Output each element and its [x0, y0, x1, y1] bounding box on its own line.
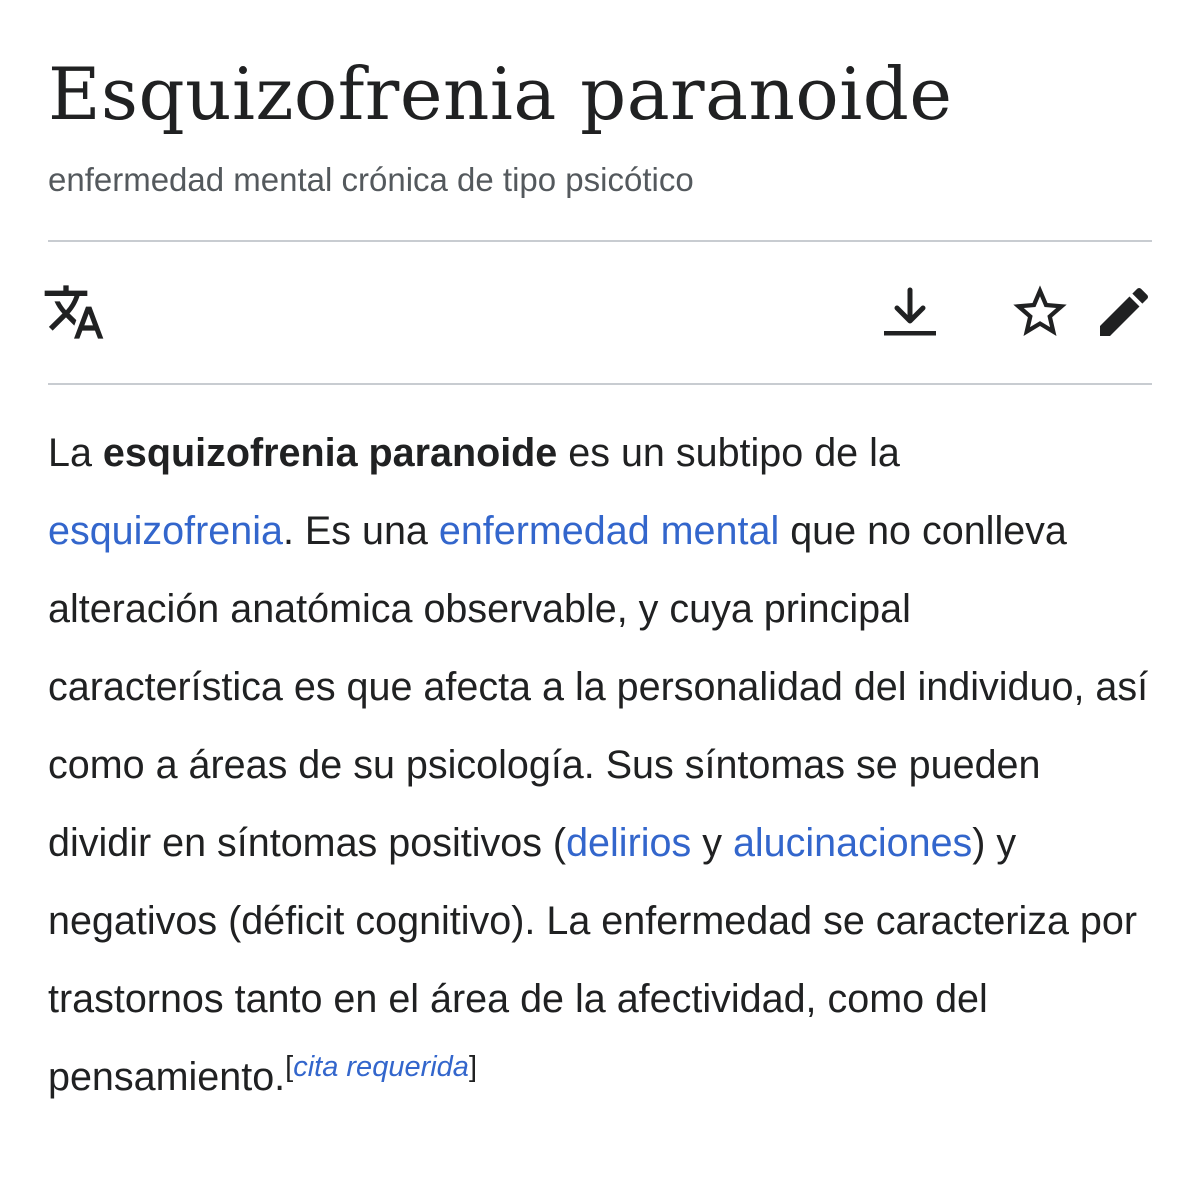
paragraph-text: ) y negativos (déficit cognitivo). La enfermedad se caracteriza por trastornos tanto en el área de la afectividad, como del pensamiento. [48, 821, 1138, 1099]
download-button[interactable] [878, 280, 942, 344]
paragraph-text: que no conlleva alteración anatómica observable, y cuya principal característica es que afecta a la personalidad del individuo, así como a áreas de su psicología. Sus síntomas se pueden dividir en síntomas positivos ( [48, 509, 1149, 865]
lead-paragraph [48, 414, 1152, 1116]
star-icon [1008, 280, 1072, 344]
link-alucinaciones[interactable]: alucinaciones [732, 821, 973, 865]
page-actions-toolbar [48, 242, 1152, 383]
paragraph-text: es un subtipo de la [557, 431, 900, 475]
article-body [48, 414, 1152, 1116]
language-translate-icon [42, 280, 106, 344]
link-esquizofrenia[interactable]: esquizofrenia [48, 509, 283, 553]
bold-term: esquizofrenia paranoide [102, 431, 558, 475]
paragraph-text: La [48, 431, 103, 475]
download-icon [878, 280, 942, 344]
pencil-icon [1092, 280, 1156, 344]
citation-needed [285, 1051, 477, 1083]
page-title: Esquizofrenia paranoide [48, 52, 953, 136]
page-description: enfermedad mental crónica de tipo psicótico [48, 161, 694, 198]
edit-button[interactable] [1092, 280, 1156, 344]
toolbar-bottom-divider [48, 383, 1152, 385]
link-delirios[interactable]: delirios [566, 821, 692, 865]
cite-bracket-open: [ [285, 1051, 294, 1083]
language-button[interactable] [42, 280, 106, 344]
paragraph-text: . Es una [282, 509, 439, 553]
citation-needed-link[interactable]: cita requerida [293, 1051, 469, 1083]
paragraph-text: y [691, 821, 733, 865]
link-enfermedad-mental[interactable]: enfermedad mental [438, 509, 780, 553]
watch-star-button[interactable] [1008, 280, 1072, 344]
cite-bracket-close: ] [468, 1051, 477, 1083]
